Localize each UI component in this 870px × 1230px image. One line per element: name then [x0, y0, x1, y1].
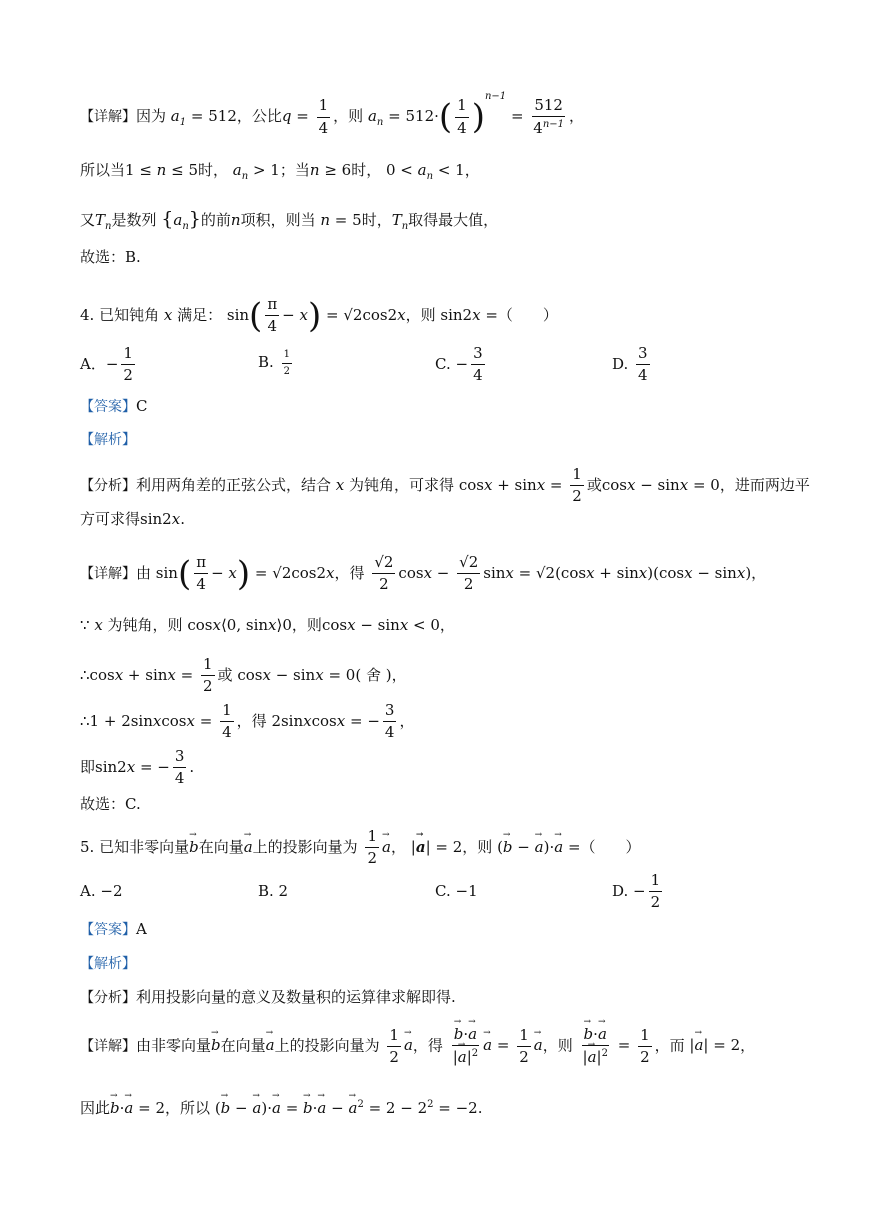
detail-tag: 【详解】 [80, 109, 136, 125]
q3-detail-line-1: 【详解】因为 $a_1 = 512$，公比q = $\frac{1}{4}$ ，则 $a_n = 512\cdot$( $\frac{1}{4}$ )$^{n-1}$ = $\frac{512}{4^{n-1}}$ ， [80, 91, 585, 137]
q5-stem: 5. 已知非零向量→ b在向量→ a上的投影向量为 $\frac{1}{2}$ → a， |→ a| = 2，则 (→ b − → a)·→ a =（ ） [80, 828, 641, 868]
q4-detail-line-1: 【详解】由 sin( $\frac{\pi}{4}$ − x) = √2cos2x，得 $\frac{√2}{2}$ cosx − $\frac{√2}{2}$ sinx = √2(cosx + sinx)(cosx − sinx)， [80, 553, 767, 594]
q4-outline-line-1: 【分析】利用两角差的正弦公式，结合 x 为钝角，可求得 cosx + sinx = $\frac{1}{2}$ 或cosx − sinx = 0，进而两边平 [80, 465, 810, 506]
q5-option-a[interactable]: A. −2 [80, 882, 123, 900]
q4-outline-line-2: 方可求得sin2x. [80, 510, 185, 528]
q4-choose: 故选：C. [80, 795, 141, 813]
q4-option-c[interactable]: C. − $\frac{3}{4}$ [435, 344, 483, 385]
q5-option-c[interactable]: C. −1 [435, 882, 478, 900]
q3-detail-line-2: 所以当1 ≤ n ≤ 5时， $a_n > 1$；当n ≥ 6时， $0 < a_n < 1$， [80, 161, 480, 182]
q5-analysis-tag: 【解析】 [80, 956, 136, 972]
answer-tag: 【答案】 [80, 399, 136, 415]
q5-option-d[interactable]: D. − $\frac{1}{2}$ [612, 871, 661, 912]
q4-option-b[interactable]: B. $\frac{1}{2}$ [258, 349, 290, 377]
q4-option-a[interactable]: A．− $\frac{1}{2}$ [80, 344, 133, 385]
q4-option-d[interactable]: D. $\frac{3}{4}$ [612, 344, 648, 385]
q5-detail-line-2: 因此→ b·→ a = 2，所以 (→ b − → a)·→ a = → b·→ a − → $a^2 = 2 - 2^2 = -2$. [80, 1100, 482, 1116]
q4-detail-line-3: ∴cosx + sinx = $\frac{1}{2}$ 或 cosx − sinx = 0( 舍 )， [80, 655, 407, 696]
q5-option-b[interactable]: B. 2 [258, 882, 289, 900]
q3-detail-line-3: 又$T_n$是数列 $\{a_n\}$的前n项积，则当 n = 5时，$T_n$取得最大值， [80, 208, 499, 232]
q4-answer: 【答案】C [80, 397, 148, 415]
q4-detail-line-4: ∴1 + 2sinxcosx = $\frac{1}{4}$ ，得 2sinxcosx = − $\frac{3}{4}$ ， [80, 701, 415, 742]
formula: sin( $\frac{\pi}{4}$ − x) = √2cos2x [226, 295, 406, 336]
q5-answer: 【答案】A [80, 920, 147, 938]
formula: $a_1 = 512$ [170, 107, 237, 128]
q4-stem: 4. 已知钝角 x 满足： sin( $\frac{\pi}{4}$ − x) = √2cos2x，则 sin2x =（ ） [80, 295, 558, 336]
q5-outline: 【分析】利用投影向量的意义及数量积的运算律求解即得. [80, 988, 456, 1006]
q5-detail-line-1: 【详解】由非零向量→ b在向量→ a上的投影向量为 $\frac{1}{2}$ → a，得 → $\frac{b\cdot\to a}{|\to a|^2}$ → a = $\frac{1}{2}$ → a，则 → $\frac{b\cdot\to a}{|\to a|^2}$ = $\frac{1}{2}$ ，而 |→ a| = 2， [80, 1026, 755, 1067]
q3-choose: 故选：B. [80, 248, 141, 266]
q4-detail-line-5: 即sin2x = − $\frac{3}{4}$ . [80, 747, 195, 788]
q4-detail-line-2: ∵ x 为钝角，则 cosx⟨0, sinx⟩0，则cosx − sinx < 0， [80, 616, 455, 634]
q4-analysis-tag: 【解析】 [80, 432, 136, 448]
formula: $a_n = 512\cdot$( $\frac{1}{4}$ )$^{n-1}$ = $\frac{512}{4^{n-1}}$ [367, 91, 565, 137]
